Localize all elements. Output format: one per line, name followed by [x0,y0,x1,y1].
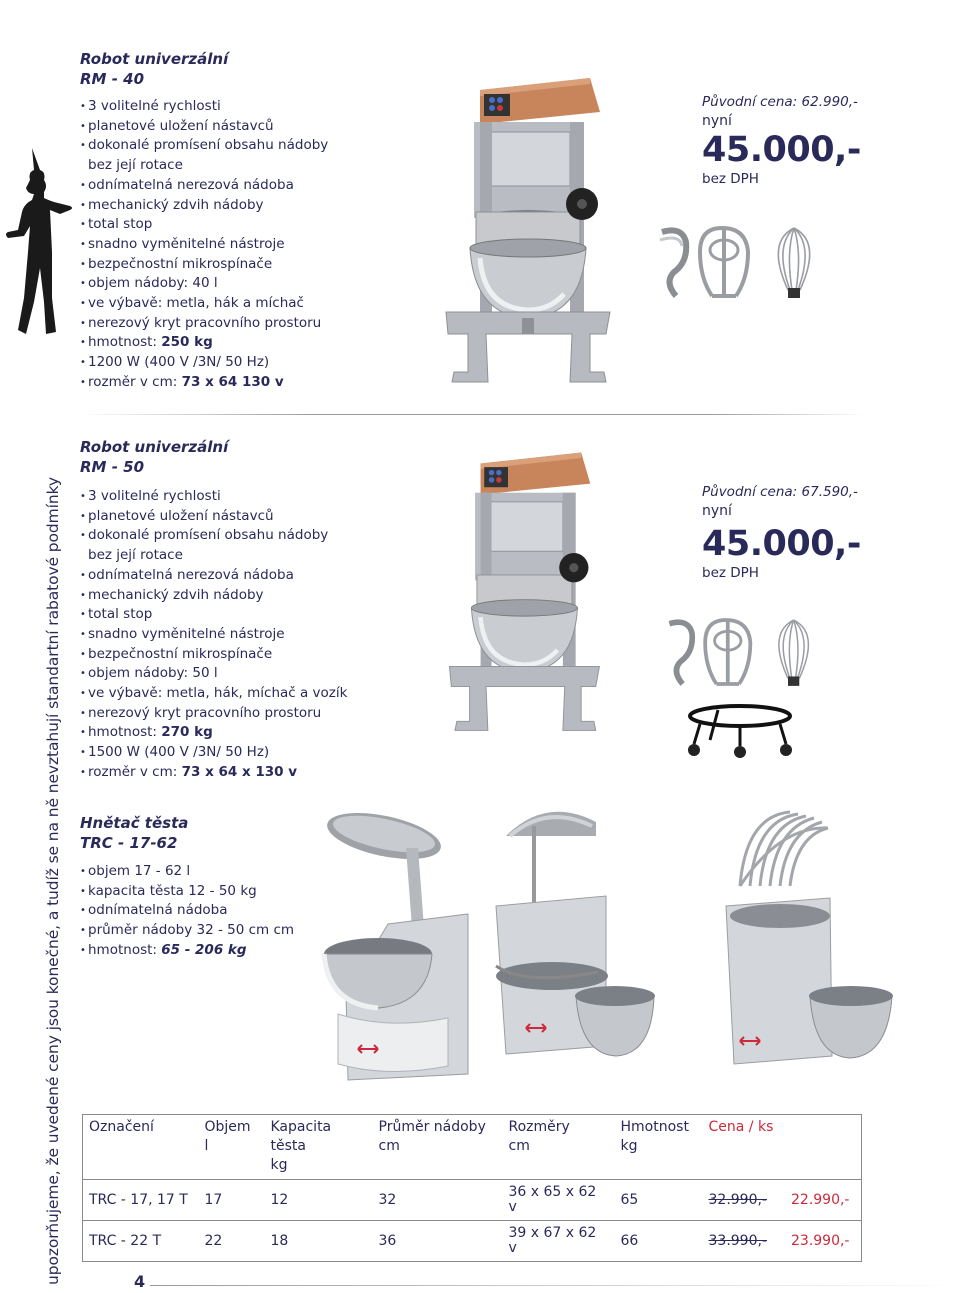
spec-item: • rozměr v cm: 73 x 64 x 130 v [80,763,347,783]
product-title-rm40 [80,49,228,89]
old-price: 33.990,- [708,1232,767,1249]
table-row [83,1221,862,1262]
mixer-rm50-image [444,446,604,736]
kneader-open-image [318,804,478,1094]
spec-item: • hmotnost: 270 kg [80,723,347,743]
spec-item: • ve výbavě: metla, hák, míchač a vozík [80,684,347,704]
price-block-rm40 [702,93,861,188]
spec-item: • 1200 W (400 V /3N/ 50 Hz) [80,353,328,373]
spec-item: • dokonalé promísení obsahu nádoby [80,136,328,156]
page-number: 4 [134,1272,146,1291]
spec-item: • total stop [80,605,347,625]
product-title-trc [80,813,188,853]
now-label: nyní [702,113,732,129]
old-price: 32.990,- [708,1191,767,1208]
spec-item: • snadno vyměnitelné nástroje [80,625,347,645]
product-title-rm50 [80,437,228,477]
table-cell: 39 x 67 x 62 v [503,1221,615,1262]
spec-item: • objem nádoby: 50 l [80,664,347,684]
table-cell: 32 [373,1180,503,1221]
spec-item: • planetové uložení nástavců [80,117,328,137]
kneader-bowl-image [486,796,656,1066]
attachments-rm50-image [660,612,820,692]
spec-item: • objem nádoby: 40 l [80,274,328,294]
attachments-rm40-image [652,222,822,302]
price-block-rm50 [702,483,861,582]
spec-item: • odnímatelná nádoba [80,901,294,921]
size-value: 73 x 64 130 v [181,373,284,390]
column-header: Cena / ks [708,1119,774,1135]
spec-item: bez její rotace [88,157,183,174]
now-label: nyní [702,503,732,519]
table-cell: 36 [373,1221,503,1262]
spec-item: • 3 volitelné rychlosti [80,97,328,117]
spec-item: • ve výbavě: metla, hák a míchač [80,294,328,314]
section-divider [80,414,866,415]
spec-item: • mechanický zdvih nádoby [80,586,347,606]
product-category: Hnětač těsta [80,814,189,832]
spec-item: • odnímatelná nerezová nádoba [80,566,347,586]
sale-price: 45.000,- [702,524,861,564]
vat-label: bez DPH [702,565,759,581]
spec-item: • 3 volitelné rychlosti [80,487,347,507]
spec-item: • total stop [80,215,328,235]
spec-item: • mechanický zdvih nádoby [80,196,328,216]
weight-value: 250 kg [161,334,213,351]
spec-item: • dokonalé promísení obsahu nádoby [80,526,347,546]
column-header: Průměr nádoby cm [378,1119,486,1154]
spec-item: • planetové uložení nástavců [80,507,347,527]
new-price: 22.990,- [791,1191,850,1208]
spec-item: • hmotnost: 250 kg [80,333,328,353]
spec-item: • odnímatelná nerezová nádoba [80,176,328,196]
spec-item: • bezpečnostní mikrospínače [80,255,328,275]
table-row [83,1180,862,1221]
column-header: Hmotnost kg [620,1119,689,1154]
chef-silhouette-icon [4,148,76,338]
spec-item: • bezpečnostní mikrospínače [80,645,347,665]
product-category: Robot univerzální [80,438,229,456]
column-header: Označení [89,1119,154,1135]
price-disclaimer: upozorňujeme, že uvedené ceny jsou konečné, a tudíž se na ně nevztahují standartní rabatové podmínky [44,477,62,1285]
price-table [82,1114,862,1262]
product-model: TRC - 17-62 [80,834,178,852]
table-cell: 36 x 65 x 62 v [503,1180,615,1221]
kneader-cage-image [720,806,900,1076]
product-model: RM - 40 [80,70,145,88]
column-header: Rozměry cm [508,1119,570,1154]
table-header-row [83,1115,862,1180]
column-header: Objem l [204,1119,251,1154]
table-cell: 12 [265,1180,373,1221]
table-cell: 17 [199,1180,265,1221]
table-cell: 18 [265,1221,373,1262]
spec-item: • snadno vyměnitelné nástroje [80,235,328,255]
spec-item: • kapacita těsta 12 - 50 kg [80,882,294,902]
weight-value: 270 kg [161,724,213,741]
new-price: 23.990,- [791,1232,850,1249]
table-cell: TRC - 17, 17 T [83,1180,199,1221]
table-cell [703,1180,862,1221]
footer-rule [150,1285,960,1286]
spec-list-rm40 [80,97,328,393]
product-model: RM - 50 [80,458,145,476]
size-value: 73 x 64 x 130 v [181,763,298,780]
spec-item: • 1500 W (400 V /3N/ 50 Hz) [80,743,347,763]
table-cell: 22 [199,1221,265,1262]
vat-label: bez DPH [702,171,759,187]
table-cell: 65 [615,1180,703,1221]
spec-item: • rozměr v cm: 73 x 64 130 v [80,373,328,393]
spec-item: • nerezový kryt pracovního prostoru [80,704,347,724]
mixer-rm40-image [440,72,615,387]
table-cell: TRC - 22 T [83,1221,199,1262]
weight-value: 65 - 206 kg [161,941,247,958]
table-cell [703,1221,862,1262]
column-header: Kapacita těsta kg [270,1119,332,1173]
spec-item: • nerezový kryt pracovního prostoru [80,314,328,334]
sale-price: 45.000,- [702,130,861,170]
spec-item: • objem 17 - 62 l [80,862,294,882]
spec-list-trc [80,862,294,961]
spec-item: • průměr nádoby 32 - 50 cm cm [80,921,294,941]
spec-item: bez její rotace [88,547,183,564]
original-price: Původní cena: 67.590,- [702,484,858,500]
spec-item: • hmotnost: 65 - 206 kg [80,941,294,961]
original-price: Původní cena: 62.990,- [702,94,858,110]
spec-list-rm50 [80,487,347,783]
product-category: Robot univerzální [80,50,229,68]
table-cell: 66 [615,1221,703,1262]
trolley-image [680,700,800,766]
